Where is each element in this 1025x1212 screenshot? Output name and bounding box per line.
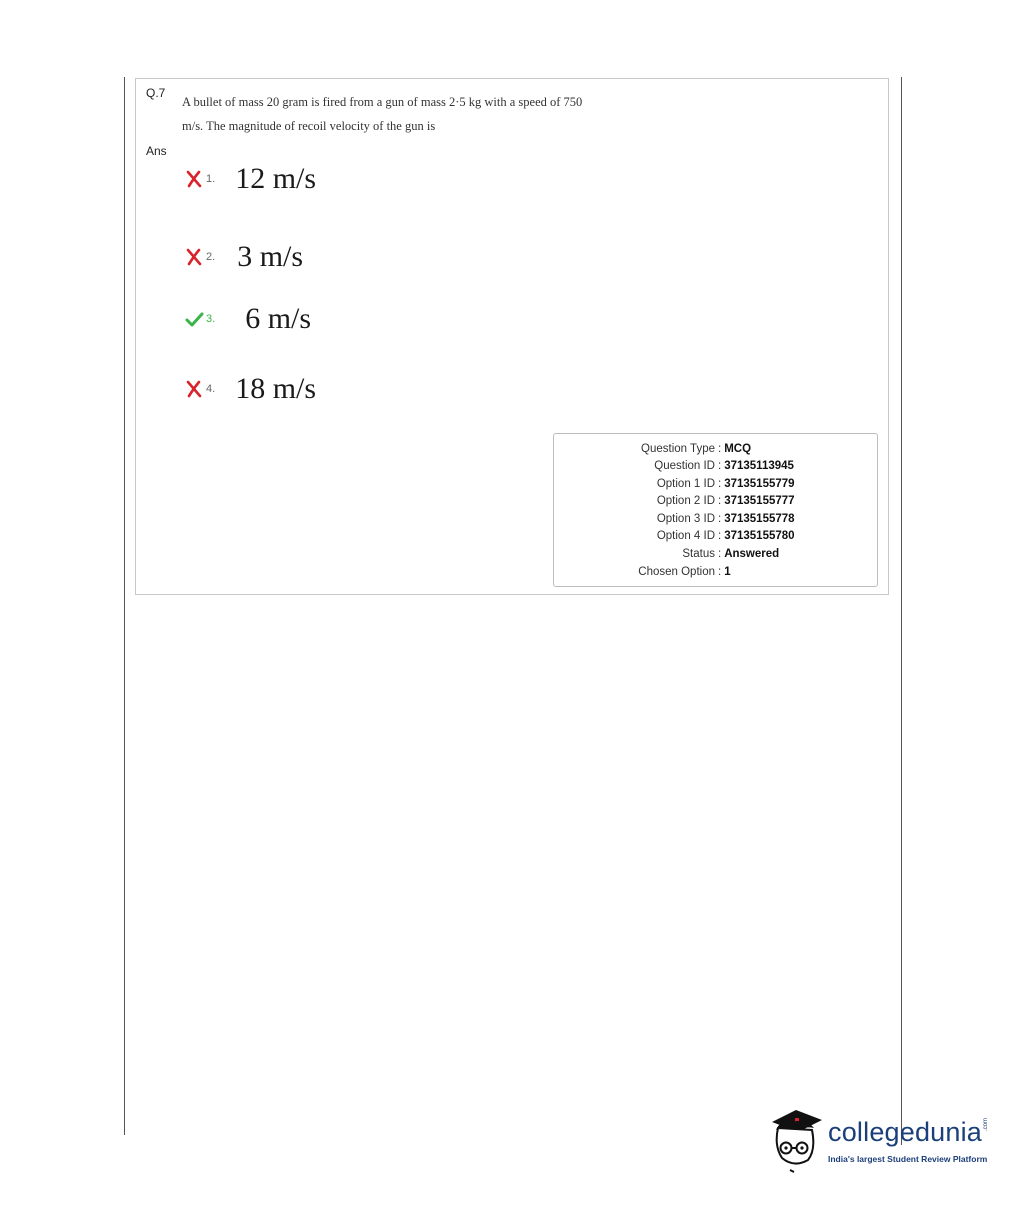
option-1-text: 12 m/s — [235, 162, 317, 195]
cross-icon — [184, 169, 204, 189]
option-4-text: 18 m/s — [235, 372, 317, 405]
question-info-panel — [553, 433, 878, 587]
info-row-chosen-option: Chosen Option : 1 — [638, 566, 731, 578]
option-1-number: 1. — [206, 173, 216, 185]
option-3[interactable] — [184, 302, 311, 336]
info-row-option-4-id: Option 4 ID : 37135155780 — [656, 530, 795, 542]
cross-icon — [184, 379, 204, 399]
option-2[interactable] — [184, 240, 303, 274]
option-2-text: 3 m/s — [237, 240, 304, 273]
answer-label: Ans — [146, 144, 167, 158]
option-3-number: 3. — [206, 313, 216, 325]
info-row-option-3-id: Option 3 ID : 37135155778 — [656, 513, 795, 525]
info-row-status: Status : Answered — [682, 548, 780, 560]
option-4-number: 4. — [206, 383, 216, 395]
info-row-option-2-id: Option 2 ID : 37135155777 — [656, 495, 795, 507]
question-text-line-2: m/s. The magnitude of recoil velocity of the gun is — [182, 119, 436, 133]
option-3-text: 6 m/s — [245, 302, 312, 335]
question-number: Q.7 — [146, 86, 166, 100]
question-text-line-1: A bullet of mass 20 gram is fired from a gun of mass 2·5 kg with a speed of 750 — [182, 95, 583, 109]
option-1[interactable] — [184, 162, 316, 196]
page-border-right — [901, 77, 902, 1145]
option-4[interactable] — [184, 372, 316, 406]
check-icon — [184, 309, 204, 329]
logo-wordmark: collegedunia — [828, 1117, 983, 1147]
cross-icon — [184, 247, 204, 267]
logo-tagline: India's largest Student Review Platform — [828, 1154, 988, 1164]
option-2-number: 2. — [206, 251, 216, 263]
info-row-question-id: Question ID : 37135113945 — [654, 460, 794, 472]
question-text — [182, 90, 662, 138]
info-row-option-1-id: Option 1 ID : 37135155779 — [656, 478, 795, 490]
logo-domain-suffix: .com — [983, 1117, 989, 1131]
page-border-left — [124, 77, 125, 1135]
info-row-question-type: Question Type : MCQ — [641, 443, 752, 455]
